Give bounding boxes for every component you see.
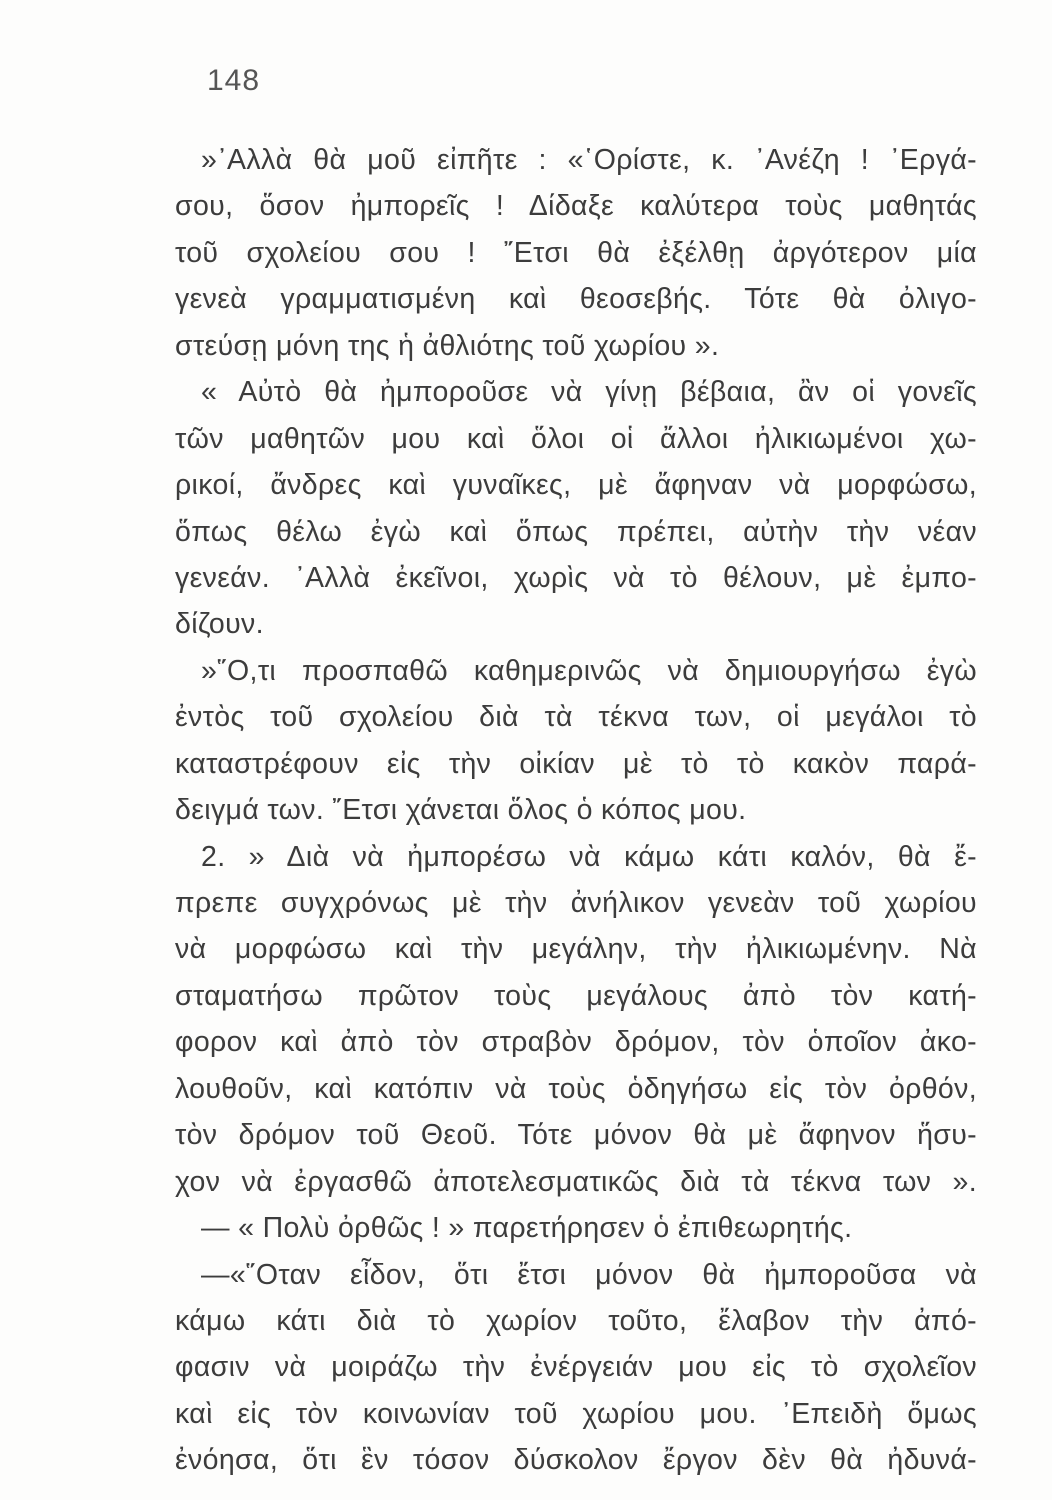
text-line: χον νὰ ἐργασθῶ ἀποτελεσματικῶς διὰ τὰ τέκνα των ». [175,1165,977,1198]
text-line: »᾿Αλλὰ θὰ μοῦ εἰπῆτε : «῾Ορίστε, κ. ᾿Ανέζη ! ᾿Εργά- [201,144,977,176]
text-line: σου, ὅσον ἠμπορεῖς ! Δίδαξε καλύτερα τοὺς μαθητάς [175,190,977,223]
text-line: γενεάν. ᾿Αλλὰ ἐκεῖνοι, χωρὶς νὰ τὸ θέλουν, μὲ ἐμπο- [175,561,977,594]
text-line: τὸν δρόμον τοῦ Θεοῦ. Τότε μόνον θὰ μὲ ἄφηνον ἥσυ- [175,1119,977,1152]
text-line: ἐνόησα, ὅτι ἓν τόσον δύσκολον ἔργον δὲν θὰ ἠδυνά- [175,1444,977,1477]
text-line: ἐντὸς τοῦ σχολείου διὰ τὰ τέκνα των, οἱ μεγάλοι τὸ [175,701,977,734]
text-line: τῶν μαθητῶν μου καὶ ὅλοι οἱ ἄλλοι ἠλικιωμένοι χω- [175,422,977,455]
text-line: « Αὐτὸ θὰ ἠμποροῦσε νὰ γίνῃ βέβαια, ἂν οἱ γονεῖς [201,376,977,409]
text-line: στεύσῃ μόνη της ἡ ἀθλιότης τοῦ χωρίου ». [175,329,720,362]
text-line: ὅπως θέλω ἐγὼ καὶ ὅπως πρέπει, αὐτὴν τὴν νέαν [175,515,977,548]
page-number: 148 [207,64,261,97]
text-line: πρεπε συγχρόνως μὲ τὴν ἀνήλικον γενεὰν τοῦ χωρίου [175,887,977,919]
body-text [175,137,977,1484]
text-line: σταματήσω πρῶτον τοὺς μεγάλους ἀπὸ τὸν κατή- [175,979,977,1012]
text-line: γενεὰ γραμματισμένη καὶ θεοσεβής. Τότε θὰ ὀλιγο- [175,283,977,316]
text-line: καταστρέφουν εἰς τὴν οἰκίαν μὲ τὸ τὸ κακὸν παρά- [175,747,977,780]
text-line: δειγμά των. ῎Ετσι χάνεται ὅλος ὁ κόπος μου. [175,794,747,827]
text-line: 2. » Διὰ νὰ ἠμπορέσω νὰ κάμω κάτι καλόν, θὰ ἔ- [201,840,977,873]
text-line: καὶ εἰς τὸν κοινωνίαν τοῦ χωρίου μου. ᾿Επειδὴ ὅμως [175,1397,977,1430]
text-line: ρικοί, ἄνδρες καὶ γυναῖκες, μὲ ἄφηναν νὰ μορφώσω, [175,469,977,502]
text-line: νὰ μορφώσω καὶ τὴν μεγάλην, τὴν ἠλικιωμένην. Νὰ [175,933,977,966]
text-line: —«῞Οταν εἶδον, ὅτι ἔτσι μόνον θὰ ἠμποροῦσα νὰ [201,1258,977,1291]
text-line: φορον καὶ ἀπὸ τὸν στραβὸν δρόμον, τὸν ὁποῖον ἀκο- [175,1026,977,1059]
text-line: φασιν νὰ μοιράζω τὴν ἐνέργειάν μου εἰς τὸ σχολεῖον [175,1351,977,1384]
text-line: — « Πολὺ ὀρθῶς ! » παρετήρησεν ὁ ἐπιθεωρητής. [201,1212,853,1245]
text-line: τοῦ σχολείου σου ! ῎Ετσι θὰ ἐξέλθῃ ἀργότερον μία [175,236,977,269]
text-line: κάμω κάτι διὰ τὸ χωρίον τοῦτο, ἔλαβον τὴν ἀπό- [175,1304,977,1337]
text-line: »῞Ο,τι προσπαθῶ καθημερινῶς νὰ δημιουργήσω ἐγὼ [201,654,977,687]
text-line: δίζουν. [175,608,264,641]
text-line: λουθοῦν, καὶ κατόπιν νὰ τοὺς ὁδηγήσω εἰς τὸν ὀρθόν, [175,1072,977,1105]
